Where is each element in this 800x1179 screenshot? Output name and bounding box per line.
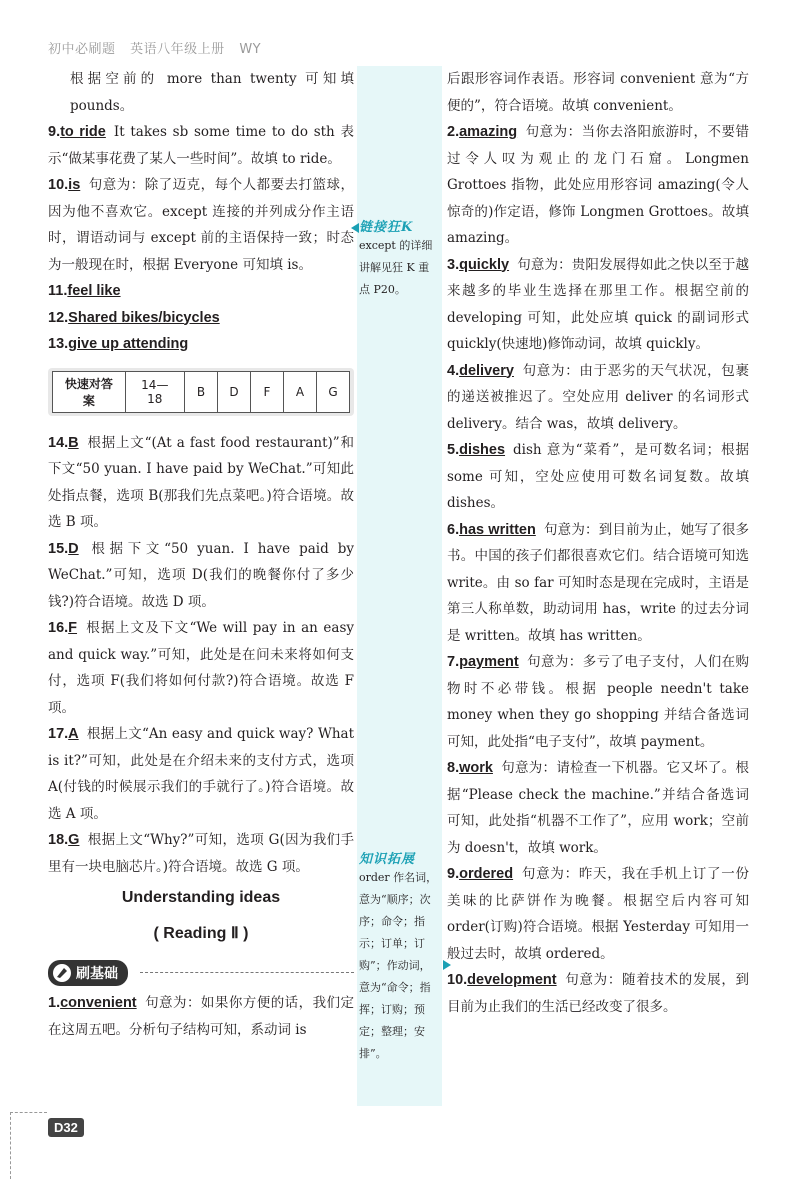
item-answer: dishes xyxy=(459,442,506,458)
item-number: 5. xyxy=(447,442,460,458)
item-explanation: 句意为：如果你方便的话，我们定在这周五吧。分析句子结构可知，系动词 is xyxy=(48,995,354,1038)
item-explanation: 根据上文“Why?”可知，选项 G(因为我们手里有一块电脑芯片。)符合语境。故选 G 项。 xyxy=(48,832,354,875)
answer-item-17 xyxy=(48,721,354,827)
item-explanation: 句意为：当你去洛阳旅游时，不要错过令人叹为观止的龙门石窟。Longmen Grottoes 指物，此处应用形容词 amazing(令人惊奇的)作定语，修饰 Longmen Grottoes。故填 amazing。 xyxy=(447,124,749,246)
answer-item-11 xyxy=(48,278,354,305)
item-answer: ordered xyxy=(459,866,514,882)
item-number: 16. xyxy=(48,620,69,636)
item-number: 2. xyxy=(447,124,460,140)
item-explanation: 句意为：昨天，我在手机上订了一份美味的比萨饼作为晚餐。根据空后内容可知 order(订购)符合语境。根据 Yesterday 可知用一般过去时，故填 ordered。 xyxy=(447,866,749,962)
practice-badge xyxy=(48,960,128,986)
item-number: 17. xyxy=(48,726,69,742)
item-answer: A xyxy=(68,726,79,742)
answer-item-r3 xyxy=(447,252,749,358)
quick-answer-box xyxy=(48,368,354,416)
item-explanation: 句意为：多亏了电子支付，人们在购物时不必带钱。根据 people needn't take money when they go shopping 并结合备选词可知，此处指“电子支付”，故填 payment。 xyxy=(447,654,749,750)
item-number: 4. xyxy=(447,362,460,379)
item-answer: is xyxy=(68,177,81,193)
item-explanation: 句意为：随着技术的发展，到目前为止我们的生活已经改变了很多。 xyxy=(447,972,749,1015)
side-notes-column xyxy=(357,66,442,1106)
item-number: 7. xyxy=(447,654,460,670)
item-number: 3. xyxy=(447,256,460,273)
item-answer: work xyxy=(459,760,493,776)
item-number: 18. xyxy=(48,832,69,848)
item-explanation: dish 意为“菜肴”，是可数名词；根据 some 可知，空处应使用可数名词复数。故填 dishes。 xyxy=(447,442,749,511)
quick-answer-range: 14—18 xyxy=(125,371,184,412)
item-explanation: 根据上文“An easy and quick way? What is it?”可知，此处是在介绍未来的支付方式，选项 A(付钱的时候展示我们的手就行了。)符合语境。故选 A 项。 xyxy=(48,726,354,822)
item-answer: B xyxy=(68,434,79,451)
item-explanation: It takes sb some time to do sth 表示“做某事花费了某人一些时间”。故填 to ride。 xyxy=(48,124,354,167)
item-answer: has written xyxy=(459,521,536,538)
book-subject: 英语八年级上册 xyxy=(130,42,225,57)
side-note-text: except 的详细讲解见狂 K 重点 P20。 xyxy=(359,239,433,296)
quick-answer-cell: A xyxy=(283,371,316,412)
badge-row xyxy=(48,956,354,990)
item-answer: D xyxy=(68,540,79,557)
answer-item-r2 xyxy=(447,119,749,252)
section-title: Understanding ideas xyxy=(121,889,281,906)
item-explanation: 句意为：除了迈克，每个人都要去打篮球，因为他不喜欢它。except 连接的并列成分作主语时，谓语动词与 except 前的主语保持一致；时态为一般现在时，根据 Everyone 可知填 is。 xyxy=(48,177,354,273)
item-explanation: 根据上文及下文“We will pay in an easy and quick way.”可知，此处是在问未来将如何支付，选项 F(我们将如何付款?)符合语境。故选 F 项。 xyxy=(48,620,354,716)
quick-answer-cell: D xyxy=(217,371,250,412)
item-answer: development xyxy=(467,972,557,988)
quick-answer-label: 快速对答案 xyxy=(53,371,126,412)
continued-text: 后跟形容词作表语。形容词 convenient 意为“方便的”，符合语境。故填 convenient。 xyxy=(447,71,749,114)
item-number: 9. xyxy=(48,124,61,140)
answer-item-r1 xyxy=(48,990,354,1043)
answer-item-13 xyxy=(48,331,354,358)
item-explanation: 句意为：由于恶劣的天气状况，包裹的递送被推迟了。空处应用 deliver 的名词形式 delivery。结合 was，故填 delivery。 xyxy=(447,362,749,432)
item-number: 12. xyxy=(48,309,69,326)
answer-item-10 xyxy=(48,172,354,278)
badge-label: 刷基础 xyxy=(76,966,118,982)
answer-item-r9 xyxy=(447,861,749,967)
item-answer: delivery xyxy=(459,362,514,379)
item-answer: to ride xyxy=(60,124,106,140)
arrow-left-icon xyxy=(351,223,359,233)
item-answer: amazing xyxy=(459,124,518,140)
item-number: 10. xyxy=(48,177,69,193)
page-corner-decoration xyxy=(10,1112,47,1179)
item-explanation: 句意为：贵阳发展得如此之快以至于越来越多的毕业生选择在那里工作。根据空前的 developing 可知，此处应填 quick 的副词形式 quickly(快速地)修饰动词，故填 quickly。 xyxy=(447,256,749,352)
side-note-text: order 作名词，意为“顺序；次序；命令；指示；订单；订购”；作动词，意为“命令；指挥；订购；预定；整理；安排”。 xyxy=(359,871,438,1060)
answer-item-9 xyxy=(48,119,354,172)
item-number: 10. xyxy=(447,972,468,988)
left-column xyxy=(48,66,354,1043)
answer-item-r7 xyxy=(447,649,749,755)
item-number: 15. xyxy=(48,540,69,557)
item-number: 8. xyxy=(447,760,460,776)
item-number: 14. xyxy=(48,434,69,451)
quick-answer-table xyxy=(52,371,350,413)
item-number: 11. xyxy=(48,283,68,299)
answer-item-16 xyxy=(48,615,354,721)
item-number: 1. xyxy=(48,995,61,1011)
item-answer: G xyxy=(68,832,80,848)
answer-item-r11 xyxy=(447,1020,749,1047)
side-note-title: 链接狂K xyxy=(359,220,414,235)
answer-item-18 xyxy=(48,827,354,880)
item-number: 13. xyxy=(48,336,69,352)
item-answer: give up attending xyxy=(68,336,189,352)
item-explanation: 根据下文“50 yuan. I have paid by WeChat.”可知，选项 D(我们的晚餐你付了多少钱?)符合语境。故选 D 项。 xyxy=(48,540,354,610)
page-number: D32 xyxy=(48,1118,84,1137)
quick-answer-cell: G xyxy=(316,371,349,412)
item-number: 9. xyxy=(447,866,460,882)
badge-divider xyxy=(140,972,354,973)
continued-text: 根据空前的 more than twenty 可知填 pounds。 xyxy=(70,71,354,114)
answer-item-15 xyxy=(48,536,354,616)
item-answer: Shared bikes/bicycles xyxy=(68,309,220,326)
item-explanation: 句意为：到目前为止，她写了很多书。中国的孩子们都很喜欢它们。结合语境可知选 write。由 so far 可知时态是现在完成时，主语是第三人称单数，助动词用 has，write 的过去分词是 written。故填 has written。 xyxy=(447,521,750,644)
book-title: 初中必刷题 xyxy=(48,42,116,57)
page-header xyxy=(48,38,271,57)
answer-item-r8 xyxy=(447,755,749,861)
section-subtitle: ( Reading Ⅱ ) xyxy=(153,925,249,942)
item-answer: convenient xyxy=(60,995,137,1011)
item-explanation: 句意为：请检查一下机器。它又坏了。根据“Please check the machine.”并结合备选词可知，此处指“机器不工作了”，应用 work；空前为 doesn't，故填 work。 xyxy=(447,760,749,856)
book-edition: WY xyxy=(239,42,262,57)
item-answer: payment xyxy=(459,654,519,670)
side-note-extension xyxy=(359,848,439,1065)
side-note-title: 知识拓展 xyxy=(359,852,416,867)
item-explanation: 根据上文“(At a fast food restaurant)”和下文“50 yuan. I have paid by WeChat.”可知此处指点餐，选项 B(那我们先点菜吧。)符合语境。故选 B 项。 xyxy=(48,434,354,530)
answer-item-r4 xyxy=(447,358,749,438)
side-note-link xyxy=(359,216,439,301)
answer-item-12 xyxy=(48,305,354,332)
answer-item-14 xyxy=(48,430,354,536)
item-answer: F xyxy=(68,620,78,636)
answer-item-r5 xyxy=(447,437,749,517)
answer-item-r10 xyxy=(447,967,749,1020)
quick-answer-cell: F xyxy=(250,371,283,412)
item-answer: feel like xyxy=(67,283,121,299)
quick-answer-cell: B xyxy=(184,371,217,412)
answer-item-r6 xyxy=(447,517,749,650)
right-column xyxy=(447,66,749,1047)
item-number: 6. xyxy=(447,521,460,538)
brush-icon xyxy=(52,963,72,983)
item-answer: quickly xyxy=(459,256,510,273)
